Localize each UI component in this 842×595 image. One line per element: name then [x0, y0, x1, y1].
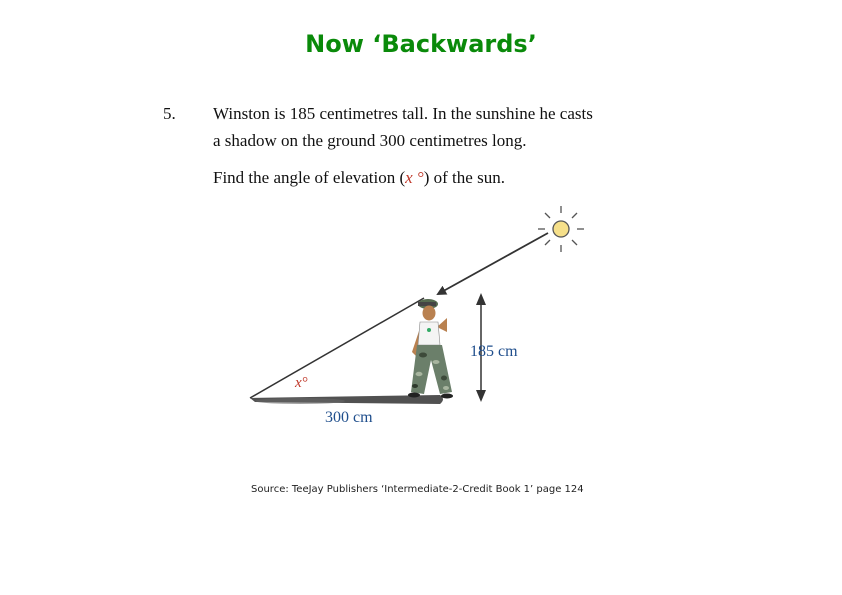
- instruction-prefix: Find the angle of elevation (: [213, 168, 406, 187]
- angle-label: x°: [295, 375, 308, 391]
- height-label: 185 cm: [470, 343, 518, 360]
- elevation-diagram: [230, 200, 600, 425]
- sun-ray-arrow: [438, 233, 548, 294]
- source-citation: Source: TeeJay Publishers ‘Intermediate-2-Credit Book 1’ page 124: [251, 484, 584, 495]
- question-text-line-1: Winston is 185 centimetres tall. In the sunshine he casts: [213, 104, 593, 123]
- sun-icon: [538, 206, 584, 252]
- question-number: 5.: [163, 104, 176, 123]
- question-text-line-2: a shadow on the ground 300 centimetres long.: [213, 131, 527, 150]
- instruction-suffix: ) of the sun.: [423, 168, 505, 187]
- question-instruction: [213, 168, 505, 188]
- hypotenuse-line: [250, 298, 424, 398]
- person-figure: [408, 299, 453, 399]
- angle-variable: x °: [405, 168, 424, 187]
- base-label: 300 cm: [325, 409, 373, 425]
- page-title: Now ‘Backwards’: [305, 30, 537, 58]
